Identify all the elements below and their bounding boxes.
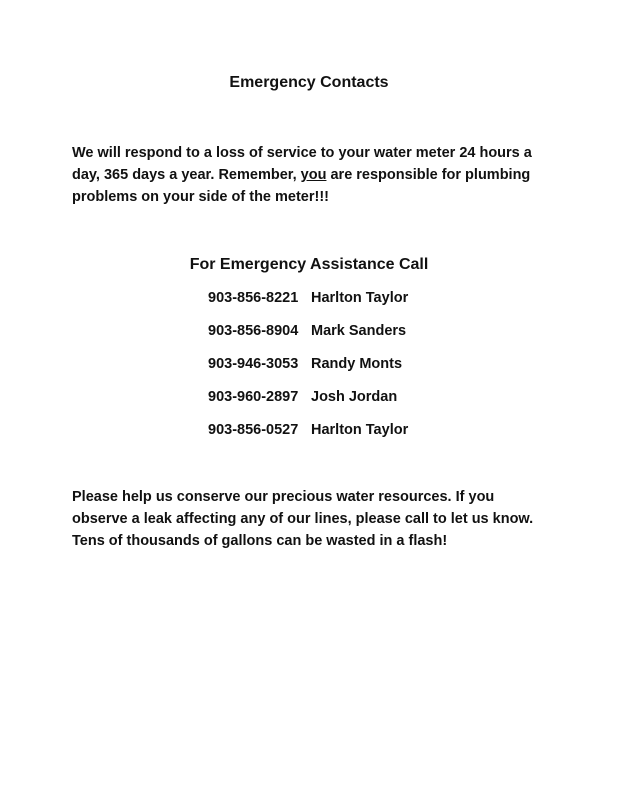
contact-name: Josh Jordan [311, 389, 398, 405]
contact-row [208, 356, 408, 389]
contact-list [208, 290, 408, 455]
contact-name: Harlton Taylor [311, 290, 409, 306]
contact-phone: 903-856-0527 [208, 422, 299, 438]
conservation-notice: Please help us conserve our precious water resources. If you observe a leak affecting any of our lines, please call to let us know. Tens of thousands of gallons can be wasted in a flash! [72, 489, 534, 549]
contact-row [208, 290, 408, 323]
contact-phone: 903-856-8904 [208, 323, 299, 339]
contact-row [208, 389, 408, 422]
service-notice-emphasis: you [300, 167, 327, 183]
contact-phone: 903-960-2897 [208, 389, 299, 405]
contact-phone: 903-946-3053 [208, 356, 299, 372]
contact-row [208, 323, 408, 356]
contact-row [208, 422, 408, 455]
service-notice-text: We will respond to a loss of service to your water meter 24 hours a day, 365 days a year. Remember, [72, 145, 532, 183]
assistance-heading: For Emergency Assistance Call [189, 256, 429, 273]
contact-name: Randy Monts [311, 356, 403, 372]
page-title: Emergency Contacts [229, 74, 389, 91]
contact-phone: 903-856-8221 [208, 290, 299, 306]
contact-name: Harlton Taylor [311, 422, 409, 438]
service-notice-text-end: are responsible for plumbing problems on your side of the meter!!! [72, 167, 531, 205]
service-notice [72, 142, 562, 208]
contact-name: Mark Sanders [311, 323, 407, 339]
